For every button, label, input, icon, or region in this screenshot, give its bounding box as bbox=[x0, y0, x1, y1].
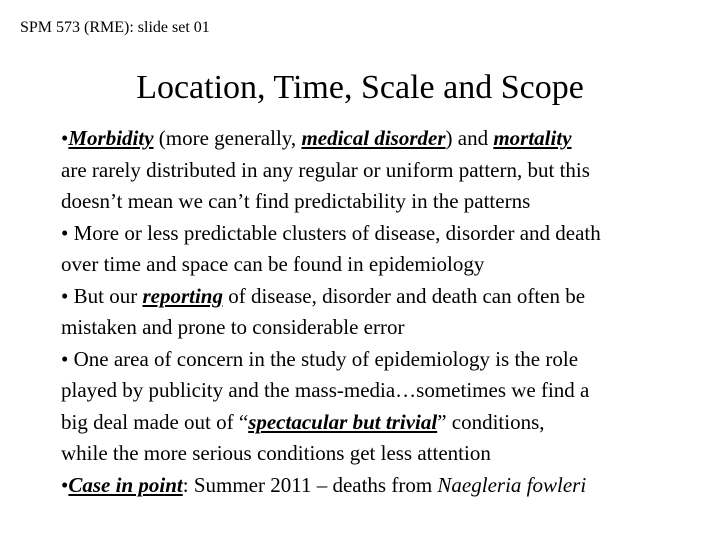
bullet-clusters bbox=[61, 218, 711, 281]
text-segment: But our bbox=[73, 283, 143, 308]
slide-title: Location, Time, Scale and Scope bbox=[136, 69, 584, 106]
text-line: More or less predictable clusters of disease, disorder and death bbox=[73, 220, 601, 245]
text-segment: ) and bbox=[445, 126, 494, 150]
bullet-case-in-point bbox=[61, 470, 711, 502]
slide-body bbox=[61, 123, 711, 501]
bullet-mark: • bbox=[61, 220, 69, 245]
term-reporting: reporting bbox=[142, 283, 223, 308]
slide-header: SPM 573 (RME): slide set 01 bbox=[20, 19, 210, 36]
text-line: are rarely distributed in any regular or uniform pattern, but this bbox=[61, 157, 590, 182]
text-segment: (more generally, bbox=[153, 126, 302, 150]
text-segment: ” conditions, bbox=[437, 409, 545, 434]
text-line: mistaken and prone to considerable error bbox=[61, 315, 405, 339]
bullet-mark: • bbox=[61, 346, 69, 371]
text-segment: of disease, disorder and death can often be bbox=[222, 283, 586, 308]
bullet-mark: • bbox=[61, 126, 69, 150]
text-line: played by publicity and the mass-media…sometimes we find a bbox=[61, 378, 590, 402]
term-medical-disorder: medical disorder bbox=[301, 126, 446, 150]
bullet-mark: • bbox=[61, 283, 69, 308]
term-case-in-point: Case in point bbox=[68, 472, 183, 497]
text-line: One area of concern in the study of epidemiology is the role bbox=[73, 346, 579, 371]
term-morbidity: Morbidity bbox=[68, 126, 154, 150]
term-mortality: mortality bbox=[493, 126, 572, 150]
bullet-media bbox=[61, 344, 711, 470]
text-segment: : Summer 2011 – deaths from bbox=[182, 472, 438, 497]
text-line: over time and space can be found in epidemiology bbox=[61, 252, 485, 276]
term-spectacular-but-trivial: spectacular but trivial bbox=[248, 409, 438, 434]
bullet-reporting bbox=[61, 281, 711, 344]
bullet-morbidity bbox=[61, 123, 711, 218]
text-line: doesn’t mean we can’t find predictability in the patterns bbox=[61, 189, 531, 213]
bullet-mark: • bbox=[61, 472, 69, 497]
text-segment: big deal made out of “ bbox=[61, 409, 249, 434]
species-name: Naegleria fowleri bbox=[437, 472, 587, 497]
text-line: while the more serious conditions get less attention bbox=[61, 441, 491, 465]
